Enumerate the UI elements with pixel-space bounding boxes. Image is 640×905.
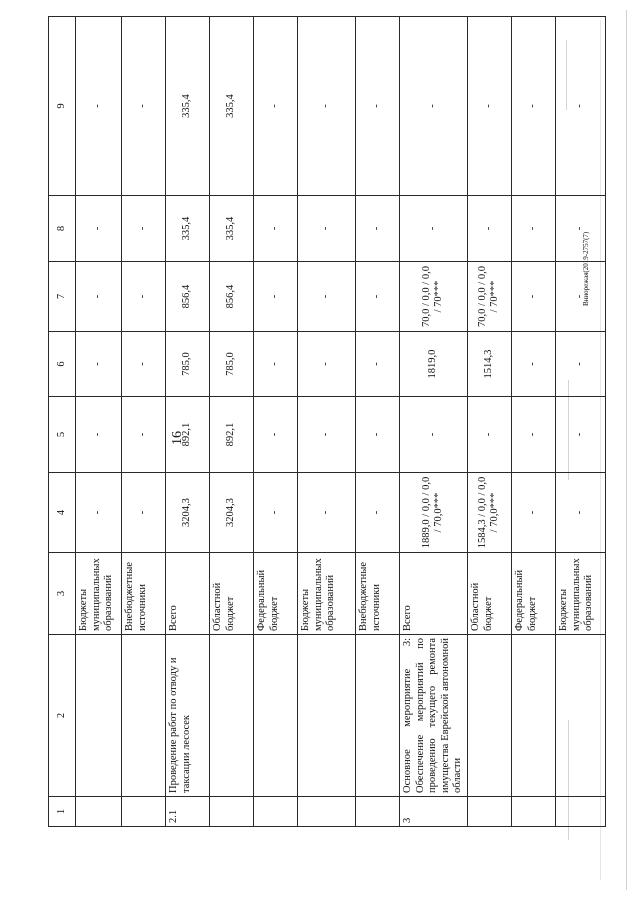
value-cell: - (467, 196, 511, 262)
funding-source: Внебюджетные источники (356, 553, 400, 635)
value-cell: - (511, 397, 555, 473)
header-cell: 4 (49, 473, 76, 553)
budget-table (48, 16, 606, 827)
table-row (254, 17, 298, 827)
row-number (298, 797, 356, 827)
value-cell: - (298, 262, 356, 332)
value-cell: 1584,3 / 0,0 / 0,0 / 70,0*** (467, 473, 511, 553)
value-cell: - (356, 196, 400, 262)
header-cell: 7 (49, 262, 76, 332)
funding-source: Областной бюджет (467, 553, 511, 635)
value-cell: 856,4 (166, 262, 210, 332)
value-cell: - (122, 473, 166, 553)
value-cell: 785,0 (166, 332, 210, 397)
scan-line (626, 10, 627, 890)
event-name: Основное мероприятие 3: Обеспечение мероприятий по проведению текущего ремонта имущества Еврейской автономной области (400, 635, 468, 797)
value-cell: - (122, 397, 166, 473)
value-cell: 1889,0 / 0,0 / 0,0 / 70,0*** (400, 473, 468, 553)
value-cell: - (555, 473, 605, 553)
value-cell: 3204,3 (166, 473, 210, 553)
value-cell: 892,1 (210, 397, 254, 473)
value-cell: - (511, 473, 555, 553)
row-number: 2.1 (166, 797, 210, 827)
event-name (511, 635, 555, 797)
value-cell: - (555, 17, 605, 196)
value-cell: - (356, 17, 400, 196)
funding-source: Всего (400, 553, 468, 635)
table-row (356, 17, 400, 827)
row-number (511, 797, 555, 827)
table-row (76, 17, 122, 827)
value-cell: - (356, 473, 400, 553)
page-number: 16 (170, 431, 185, 445)
value-cell: 856,4 (210, 262, 254, 332)
value-cell: - (298, 473, 356, 553)
row-number (122, 797, 166, 827)
row-number (555, 797, 605, 827)
funding-source: Бюджеты муниципальных образований (298, 553, 356, 635)
value-cell: - (400, 397, 468, 473)
row-number: 3 (400, 797, 468, 827)
value-cell: - (555, 397, 605, 473)
value-cell: - (555, 332, 605, 397)
value-cell: 892,1 (166, 397, 210, 473)
row-number (356, 797, 400, 827)
value-cell: - (298, 17, 356, 196)
table-row (467, 17, 511, 827)
table-row (555, 17, 605, 827)
value-cell: - (356, 397, 400, 473)
value-cell: - (122, 332, 166, 397)
value-cell: - (122, 262, 166, 332)
table-header-row (49, 17, 76, 827)
value-cell: 1514,3 (467, 332, 511, 397)
table-row (166, 17, 210, 827)
value-cell: - (76, 196, 122, 262)
value-cell: 70,0 / 0,0 / 0,0 / 70*** (467, 262, 511, 332)
value-cell: - (356, 332, 400, 397)
header-cell: 6 (49, 332, 76, 397)
value-cell: 3204,3 (210, 473, 254, 553)
value-cell: - (298, 332, 356, 397)
event-name (298, 635, 356, 797)
value-cell: - (400, 196, 468, 262)
value-cell: - (254, 262, 298, 332)
table-row (122, 17, 166, 827)
value-cell: - (254, 17, 298, 196)
value-cell: - (76, 262, 122, 332)
value-cell: 335,4 (210, 196, 254, 262)
event-name (467, 635, 511, 797)
event-name (356, 635, 400, 797)
footer-code-text: Вниорежая(2019-2757(7) (582, 231, 590, 306)
value-cell: - (122, 196, 166, 262)
value-cell: - (511, 196, 555, 262)
table-row (210, 17, 254, 827)
row-number (210, 797, 254, 827)
value-cell: - (511, 262, 555, 332)
value-cell: - (298, 397, 356, 473)
value-cell: - (356, 262, 400, 332)
value-cell: 70,0 / 0,0 / 0,0 / 70*** (400, 262, 468, 332)
funding-source: Областной бюджет (210, 553, 254, 635)
funding-source: Федеральный бюджет (254, 553, 298, 635)
value-cell: - (511, 17, 555, 196)
value-cell: - (555, 196, 605, 262)
value-cell: 335,4 (166, 196, 210, 262)
table-row (298, 17, 356, 827)
value-cell: - (555, 262, 605, 332)
value-cell: - (254, 332, 298, 397)
value-cell: - (254, 196, 298, 262)
header-cell: 2 (49, 635, 76, 797)
funding-source: Федеральный бюджет (511, 553, 555, 635)
header-cell: 3 (49, 553, 76, 635)
value-cell: - (254, 473, 298, 553)
value-cell: - (467, 17, 511, 196)
table-row (400, 17, 468, 827)
value-cell: - (511, 332, 555, 397)
funding-source: Бюджеты муниципальных образований (76, 553, 122, 635)
header-cell: 1 (49, 797, 76, 827)
event-name: Проведение работ по отводу и таксации лесосек (166, 635, 210, 797)
value-cell: - (76, 332, 122, 397)
event-name (210, 635, 254, 797)
value-cell: - (76, 473, 122, 553)
event-name (76, 635, 122, 797)
row-number (76, 797, 122, 827)
table-row (511, 17, 555, 827)
value-cell: - (298, 196, 356, 262)
header-cell: 5 (49, 397, 76, 473)
value-cell: - (76, 17, 122, 196)
row-number (467, 797, 511, 827)
value-cell: - (467, 397, 511, 473)
header-cell: 9 (49, 17, 76, 196)
header-cell: 8 (49, 196, 76, 262)
funding-source: Всего (166, 553, 210, 635)
value-cell: 335,4 (166, 17, 210, 196)
value-cell: 335,4 (210, 17, 254, 196)
value-cell: - (400, 17, 468, 196)
value-cell: - (122, 17, 166, 196)
value-cell: - (254, 397, 298, 473)
event-name (555, 635, 605, 797)
funding-source: Бюджеты муниципальных образований (555, 553, 605, 635)
event-name (254, 635, 298, 797)
value-cell: - (76, 397, 122, 473)
funding-source: Внебюджетные источники (122, 553, 166, 635)
value-cell: 785,0 (210, 332, 254, 397)
row-number (254, 797, 298, 827)
event-name (122, 635, 166, 797)
value-cell: 1819,0 (400, 332, 468, 397)
